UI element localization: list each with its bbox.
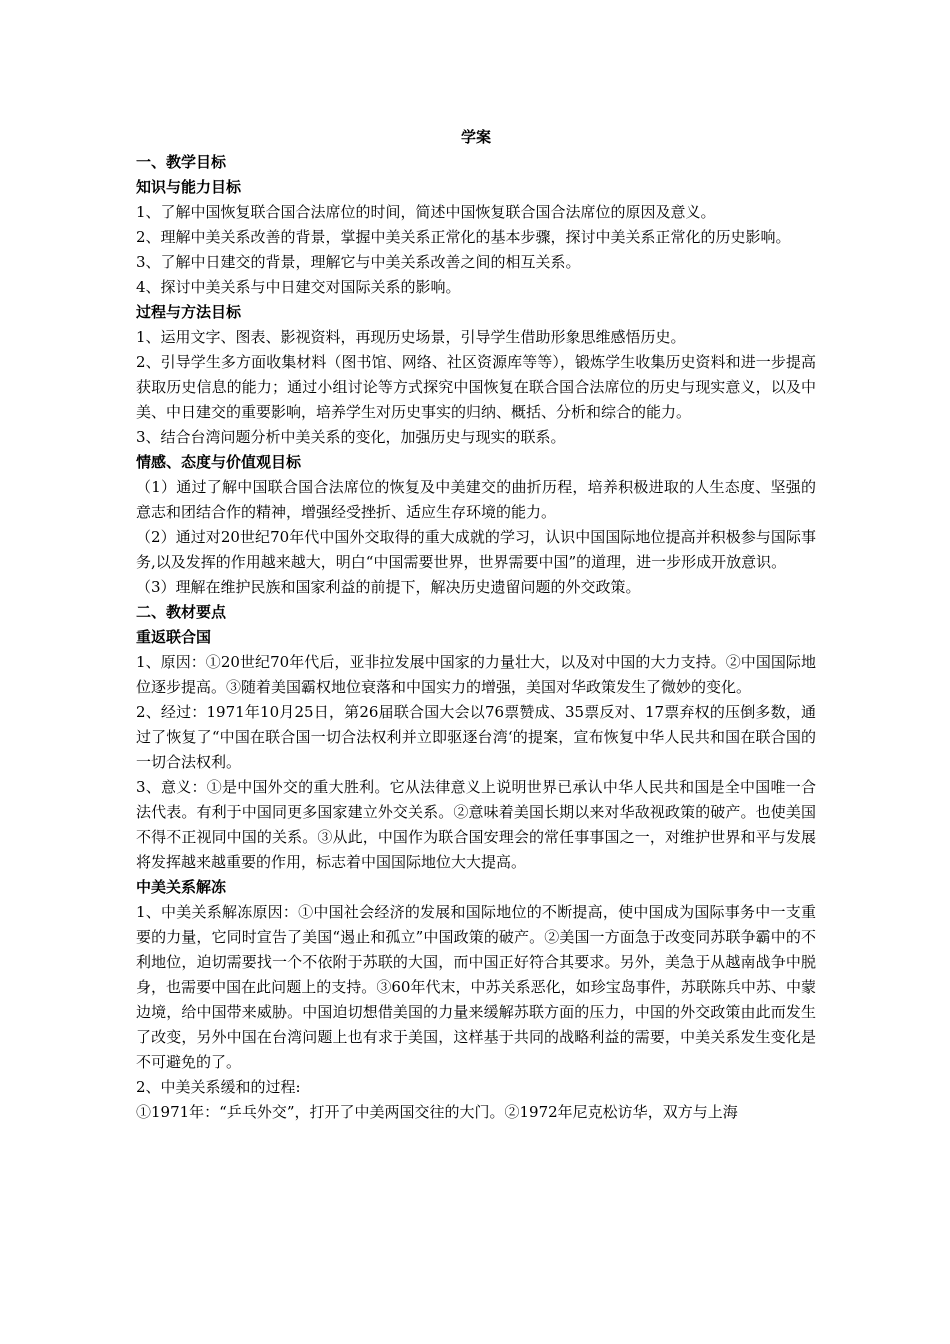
knowledge-item: 2、理解中美关系改善的背景，掌握中美关系正常化的基本步骤，探讨中美关系正常化的历史影响。 xyxy=(136,228,791,246)
sino-us-item: ①1971年：“乒乓外交”，打开了中美两国交往的大门。②1972年尼克松访华，双方与上海 xyxy=(136,1103,738,1121)
emotion-item: （3）理解在维护民族和国家利益的前提下，解决历史遗留问题的外交政策。 xyxy=(136,578,641,596)
process-item: 1、运用文字、图表、影视资料，再现历史场景，引导学生借助形象思维感悟历史。 xyxy=(136,328,686,346)
emotion-item: （2）通过对20世纪70年代中国外交取得的重大成就的学习，认识中国国际地位提高并积极参与国际事务,以及发挥的作用越来越大，明白“中国需要世界，世界需要中国”的道理，进一步形成开放意识。 xyxy=(136,528,816,571)
knowledge-item: 4、探讨中美关系与中日建交对国际关系的影响。 xyxy=(136,278,461,296)
document-title: 学案 xyxy=(460,128,491,146)
sino-us-item: 1、中美关系解冻原因：①中国社会经济的发展和国际地位的不断提高，使中国成为国际事务中一支重要的力量，它同时宣告了美国“遏止和孤立”中国政策的破产。②美国一方面急于改变同苏联争霸中的不利地位，迫切需要找一个不依附于苏联的大国，而中国正好符合其要求。另外，美急于从越南战争中脱身，也需要中国在此问题上的支持。③60年代末，中苏关系恶化，如珍宝岛事件，苏联陈兵中苏、中蒙边境，给中国带来威胁。中国迫切想借美国的力量来缓解苏联方面的压力，中国的外交政策由此而发生了改变，另外中国在台湾问题上也有求于美国，这样基于共同的战略利益的需要，中美关系发生变化是不可避免的了。 xyxy=(136,903,816,1071)
subheading-emotion: 情感、态度与价值观目标 xyxy=(136,453,302,471)
subheading-un: 重返联合国 xyxy=(136,628,212,646)
section-heading-points: 二、教材要点 xyxy=(136,603,227,621)
knowledge-item: 3、了解中日建交的背景，理解它与中美关系改善之间的相互关系。 xyxy=(136,253,581,271)
subheading-process: 过程与方法目标 xyxy=(136,303,242,321)
knowledge-item: 1、了解中国恢复联合国合法席位的时间，简述中国恢复联合国合法席位的原因及意义。 xyxy=(136,203,716,221)
section-heading-goals: 一、教学目标 xyxy=(136,153,227,171)
un-item: 2、经过：1971年10月25日，第26届联合国大会以76票赞成、35票反对、17票弃权的压倒多数，通过了恢复了“中国在联合国一切合法权利并立即驱逐台湾‘的提案，宣布恢复中华人民共和国在联合国的一切合法权利。 xyxy=(136,703,816,771)
subheading-sino-us: 中美关系解冻 xyxy=(136,878,227,896)
sino-us-item: 2、中美关系缓和的过程: xyxy=(136,1078,301,1096)
un-item: 1、原因：①20世纪70年代后，亚非拉发展中国家的力量壮大，以及对中国的大力支持。②中国国际地位逐步提高。③随着美国霸权地位衰落和中国实力的增强，美国对华政策发生了微妙的变化。 xyxy=(136,653,816,696)
process-item: 3、结合台湾问题分析中美关系的变化，加强历史与现实的联系。 xyxy=(136,428,566,446)
subheading-knowledge: 知识与能力目标 xyxy=(136,178,242,196)
emotion-item: （1）通过了解中国联合国合法席位的恢复及中美建交的曲折历程，培养积极进取的人生态度、坚强的意志和团结合作的精神，增强经受挫折、适应生存环境的能力。 xyxy=(136,478,816,521)
process-item: 2、引导学生多方面收集材料（图书馆、网络、社区资源库等等），锻炼学生收集历史资料和进一步提高获取历史信息的能力；通过小组讨论等方式探究中国恢复在联合国合法席位的历史与现实意义，以及中美、中日建交的重要影响，培养学生对历史事实的归纳、概括、分析和综合的能力。 xyxy=(136,353,816,421)
document-page xyxy=(136,125,816,1125)
un-item: 3、意义：①是中国外交的重大胜利。它从法律意义上说明世界已承认中华人民共和国是全中国唯一合法代表。有利于中国同更多国家建立外交关系。②意味着美国长期以来对华敌视政策的破产。也使美国不得不正视同中国的关系。③从此，中国作为联合国安理会的常任事事国之一，对维护世界和平与发展将发挥越来越重要的作用，标志着中国国际地位大大提高。 xyxy=(136,778,816,871)
